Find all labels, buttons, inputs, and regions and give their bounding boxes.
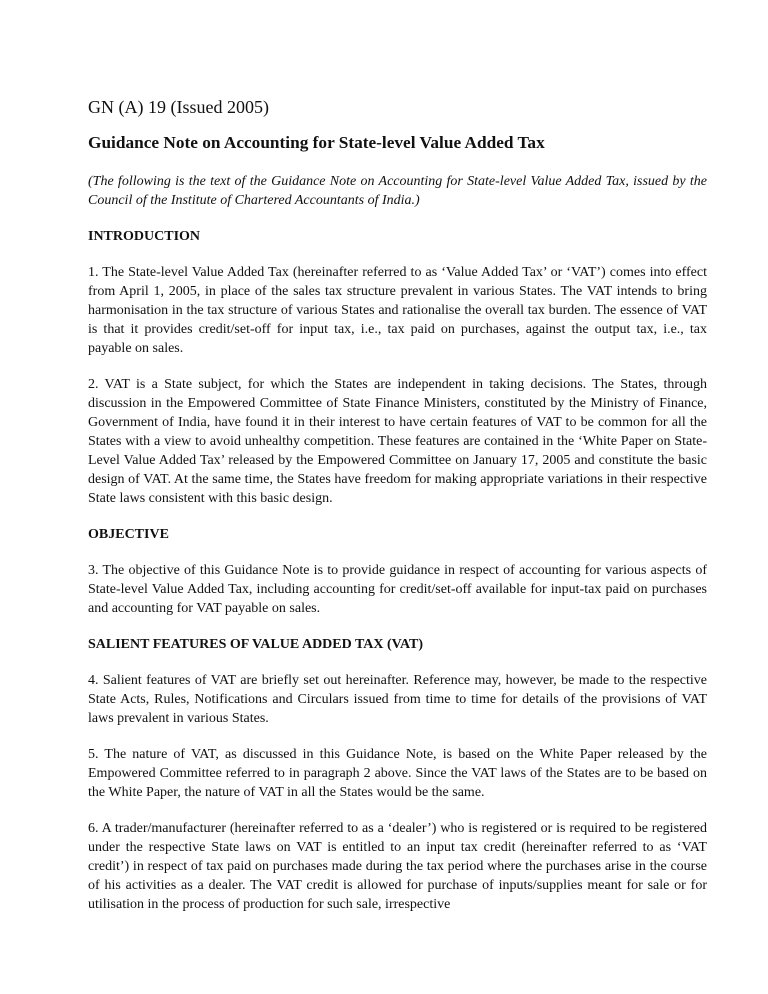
- section-heading-introduction: INTRODUCTION: [88, 229, 201, 244]
- intro-note: (The following is the text of the Guidance Note on Accounting for State-level Value Added Tax, issued by the Council of the Institute of Chartered Accountants of India.): [88, 174, 707, 208]
- paragraph-4: 4. Salient features of VAT are briefly set out hereinafter. Reference may, however, be made to the respective State Acts, Rules, Notifications and Circulars issued from time to time for details of the provisions of VAT laws prevalent in various States.: [88, 673, 707, 726]
- paragraph-2: 2. VAT is a State subject, for which the States are independent in taking decisions. The States, through discussion in the Empowered Committee of State Finance Ministers, constituted by the Ministry of Finance, Government of India, have found it in their interest to have certain features of VAT to be common for all the States with a view to avoid unhealthy competition. These features are contained in the ‘White Paper on State-Level Value Added Tax’ released by the Empowered Committee on January 17, 2005 and constitute the basic design of VAT. At the same time, the States have freedom for making appropriate variations in their respective State laws consistent with this basic design.: [88, 377, 707, 506]
- guidance-note-code: GN (A) 19 (Issued 2005): [88, 97, 269, 117]
- paragraph-3: 3. The objective of this Guidance Note is to provide guidance in respect of accounting for various aspects of State-level Value Added Tax, including accounting for credit/set-off available for input-tax paid on purchases and accounting for VAT payable on sales.: [88, 563, 707, 616]
- paragraph-5: 5. The nature of VAT, as discussed in this Guidance Note, is based on the White Paper released by the Empowered Committee referred to in paragraph 2 above. Since the VAT laws of the States are to be based on the White Paper, the nature of VAT in all the States would be the same.: [88, 747, 707, 800]
- section-heading-objective: OBJECTIVE: [88, 527, 169, 542]
- paragraph-1: 1. The State-level Value Added Tax (hereinafter referred to as ‘Value Added Tax’ or ‘VAT’) comes into effect from April 1, 2005, in place of the sales tax structure prevalent in various States. The VAT intends to bring harmonisation in the tax structure of various States and rationalise the overall tax burden. The essence of VAT is that it provides credit/set-off for input tax, i.e., tax paid on purchases, against the output tax, i.e., tax payable on sales.: [88, 265, 707, 356]
- document-title: Guidance Note on Accounting for State-level Value Added Tax: [88, 133, 545, 152]
- paragraph-6: 6. A trader/manufacturer (hereinafter referred to as a ‘dealer’) who is registered or is required to be registered under the respective State laws on VAT is entitled to an input tax credit (hereinafter referred to as ‘VAT credit’) in respect of tax paid on purchases made during the tax period where the purchases arise in the course of his activities as a dealer. The VAT credit is allowed for purchase of inputs/supplies meant for sale or for utilisation in the process of production for such sale, irrespective: [88, 821, 707, 912]
- section-heading-salient-features: SALIENT FEATURES OF VALUE ADDED TAX (VAT): [88, 637, 424, 652]
